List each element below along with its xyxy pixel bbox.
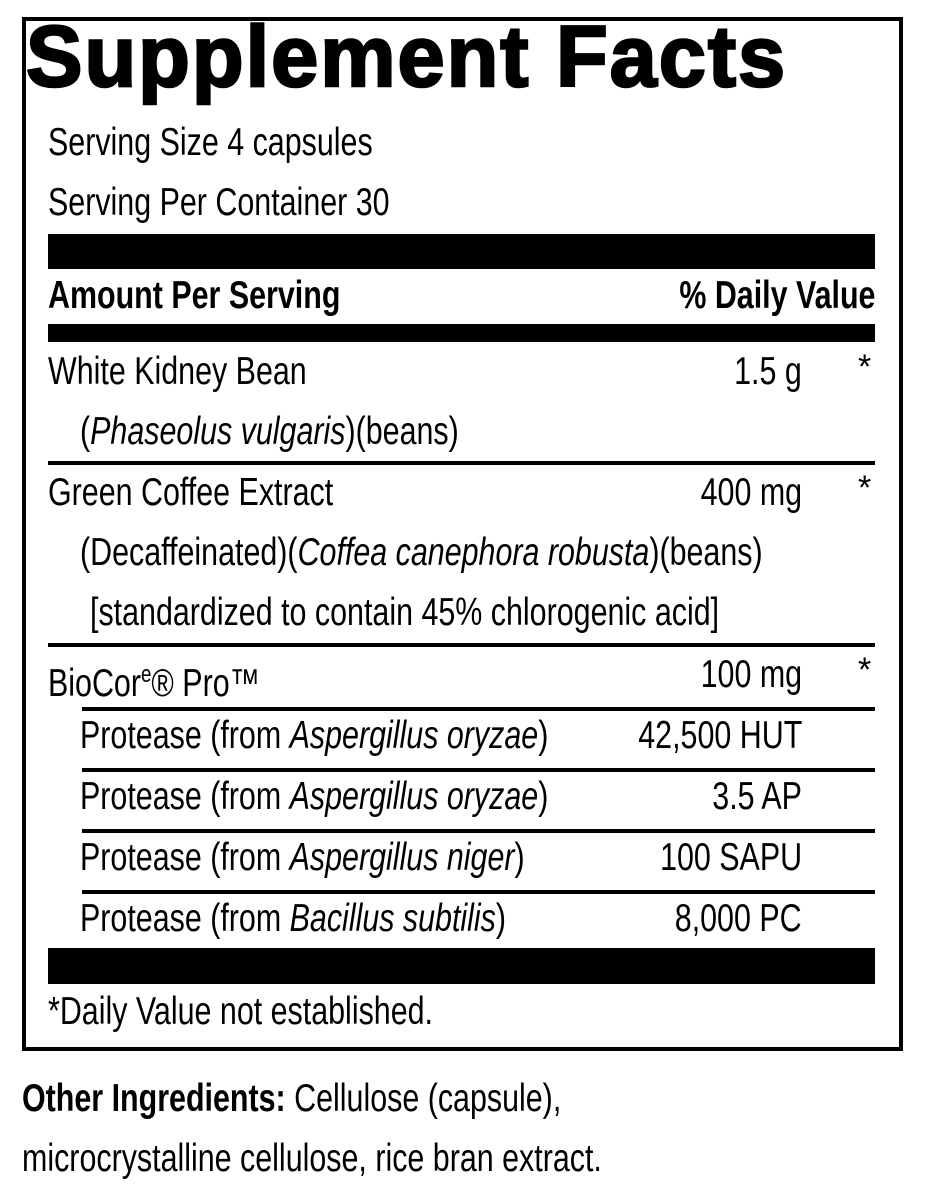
other-ingredients-label: Other Ingredients:: [22, 1077, 286, 1120]
sub-row-divider: [82, 829, 875, 833]
component-name: Protease (from Bacillus subtilis): [80, 897, 507, 940]
component-name: Protease (from Aspergillus oryzae): [80, 714, 549, 757]
ingredient-amount: 400 mg: [700, 471, 802, 514]
sub-row-divider: [82, 707, 875, 711]
amount-per-serving-header: Amount Per Serving: [48, 274, 341, 317]
component-name: Protease (from Aspergillus oryzae): [80, 775, 549, 818]
daily-value-header: % Daily Value: [678, 274, 875, 317]
ingredient-source: (Phaseolus vulgaris)(beans): [80, 410, 459, 453]
thick-divider-bottom: [48, 948, 875, 984]
ingredient-source: (Decaffeinated)(Coffea canephora robusta)(beans): [80, 531, 763, 574]
ingredient-amount: 100 mg: [700, 653, 802, 696]
medium-divider: [48, 324, 875, 342]
other-ingredients: Other Ingredients: Cellulose (capsule),: [22, 1077, 562, 1120]
sub-row-divider: [82, 768, 875, 772]
panel-title: Supplement Facts: [26, 9, 788, 105]
component-amount: 8,000 PC: [675, 897, 802, 940]
component-amount: 3.5 AP: [712, 775, 802, 818]
serving-size: Serving Size 4 capsules: [48, 121, 373, 164]
ingredient-name: White Kidney Bean: [48, 350, 307, 393]
component-name: Protease (from Aspergillus niger): [80, 836, 525, 879]
component-amount: 42,500 HUT: [637, 714, 802, 757]
ingredient-amount: 1.5 g: [734, 350, 802, 393]
thick-divider: [48, 234, 875, 269]
dv-asterisk: *: [858, 651, 872, 689]
daily-value-footnote: *Daily Value not established.: [48, 990, 433, 1033]
dv-asterisk: *: [858, 469, 872, 507]
servings-per-container: Serving Per Container 30: [48, 181, 390, 224]
dv-asterisk: *: [858, 348, 872, 386]
ingredient-standardization: [standardized to contain 45% chlorogenic acid]: [90, 591, 720, 634]
ingredient-name: BioCor$^e$® Pro™: [48, 661, 261, 705]
component-amount: 100 SAPU: [659, 836, 802, 879]
other-ingredients-line2: microcrystalline cellulose, rice bran extract.: [22, 1137, 602, 1180]
row-divider: [48, 461, 875, 465]
ingredient-name: Green Coffee Extract: [48, 471, 334, 514]
sub-row-divider: [82, 890, 875, 894]
row-divider: [48, 643, 875, 647]
